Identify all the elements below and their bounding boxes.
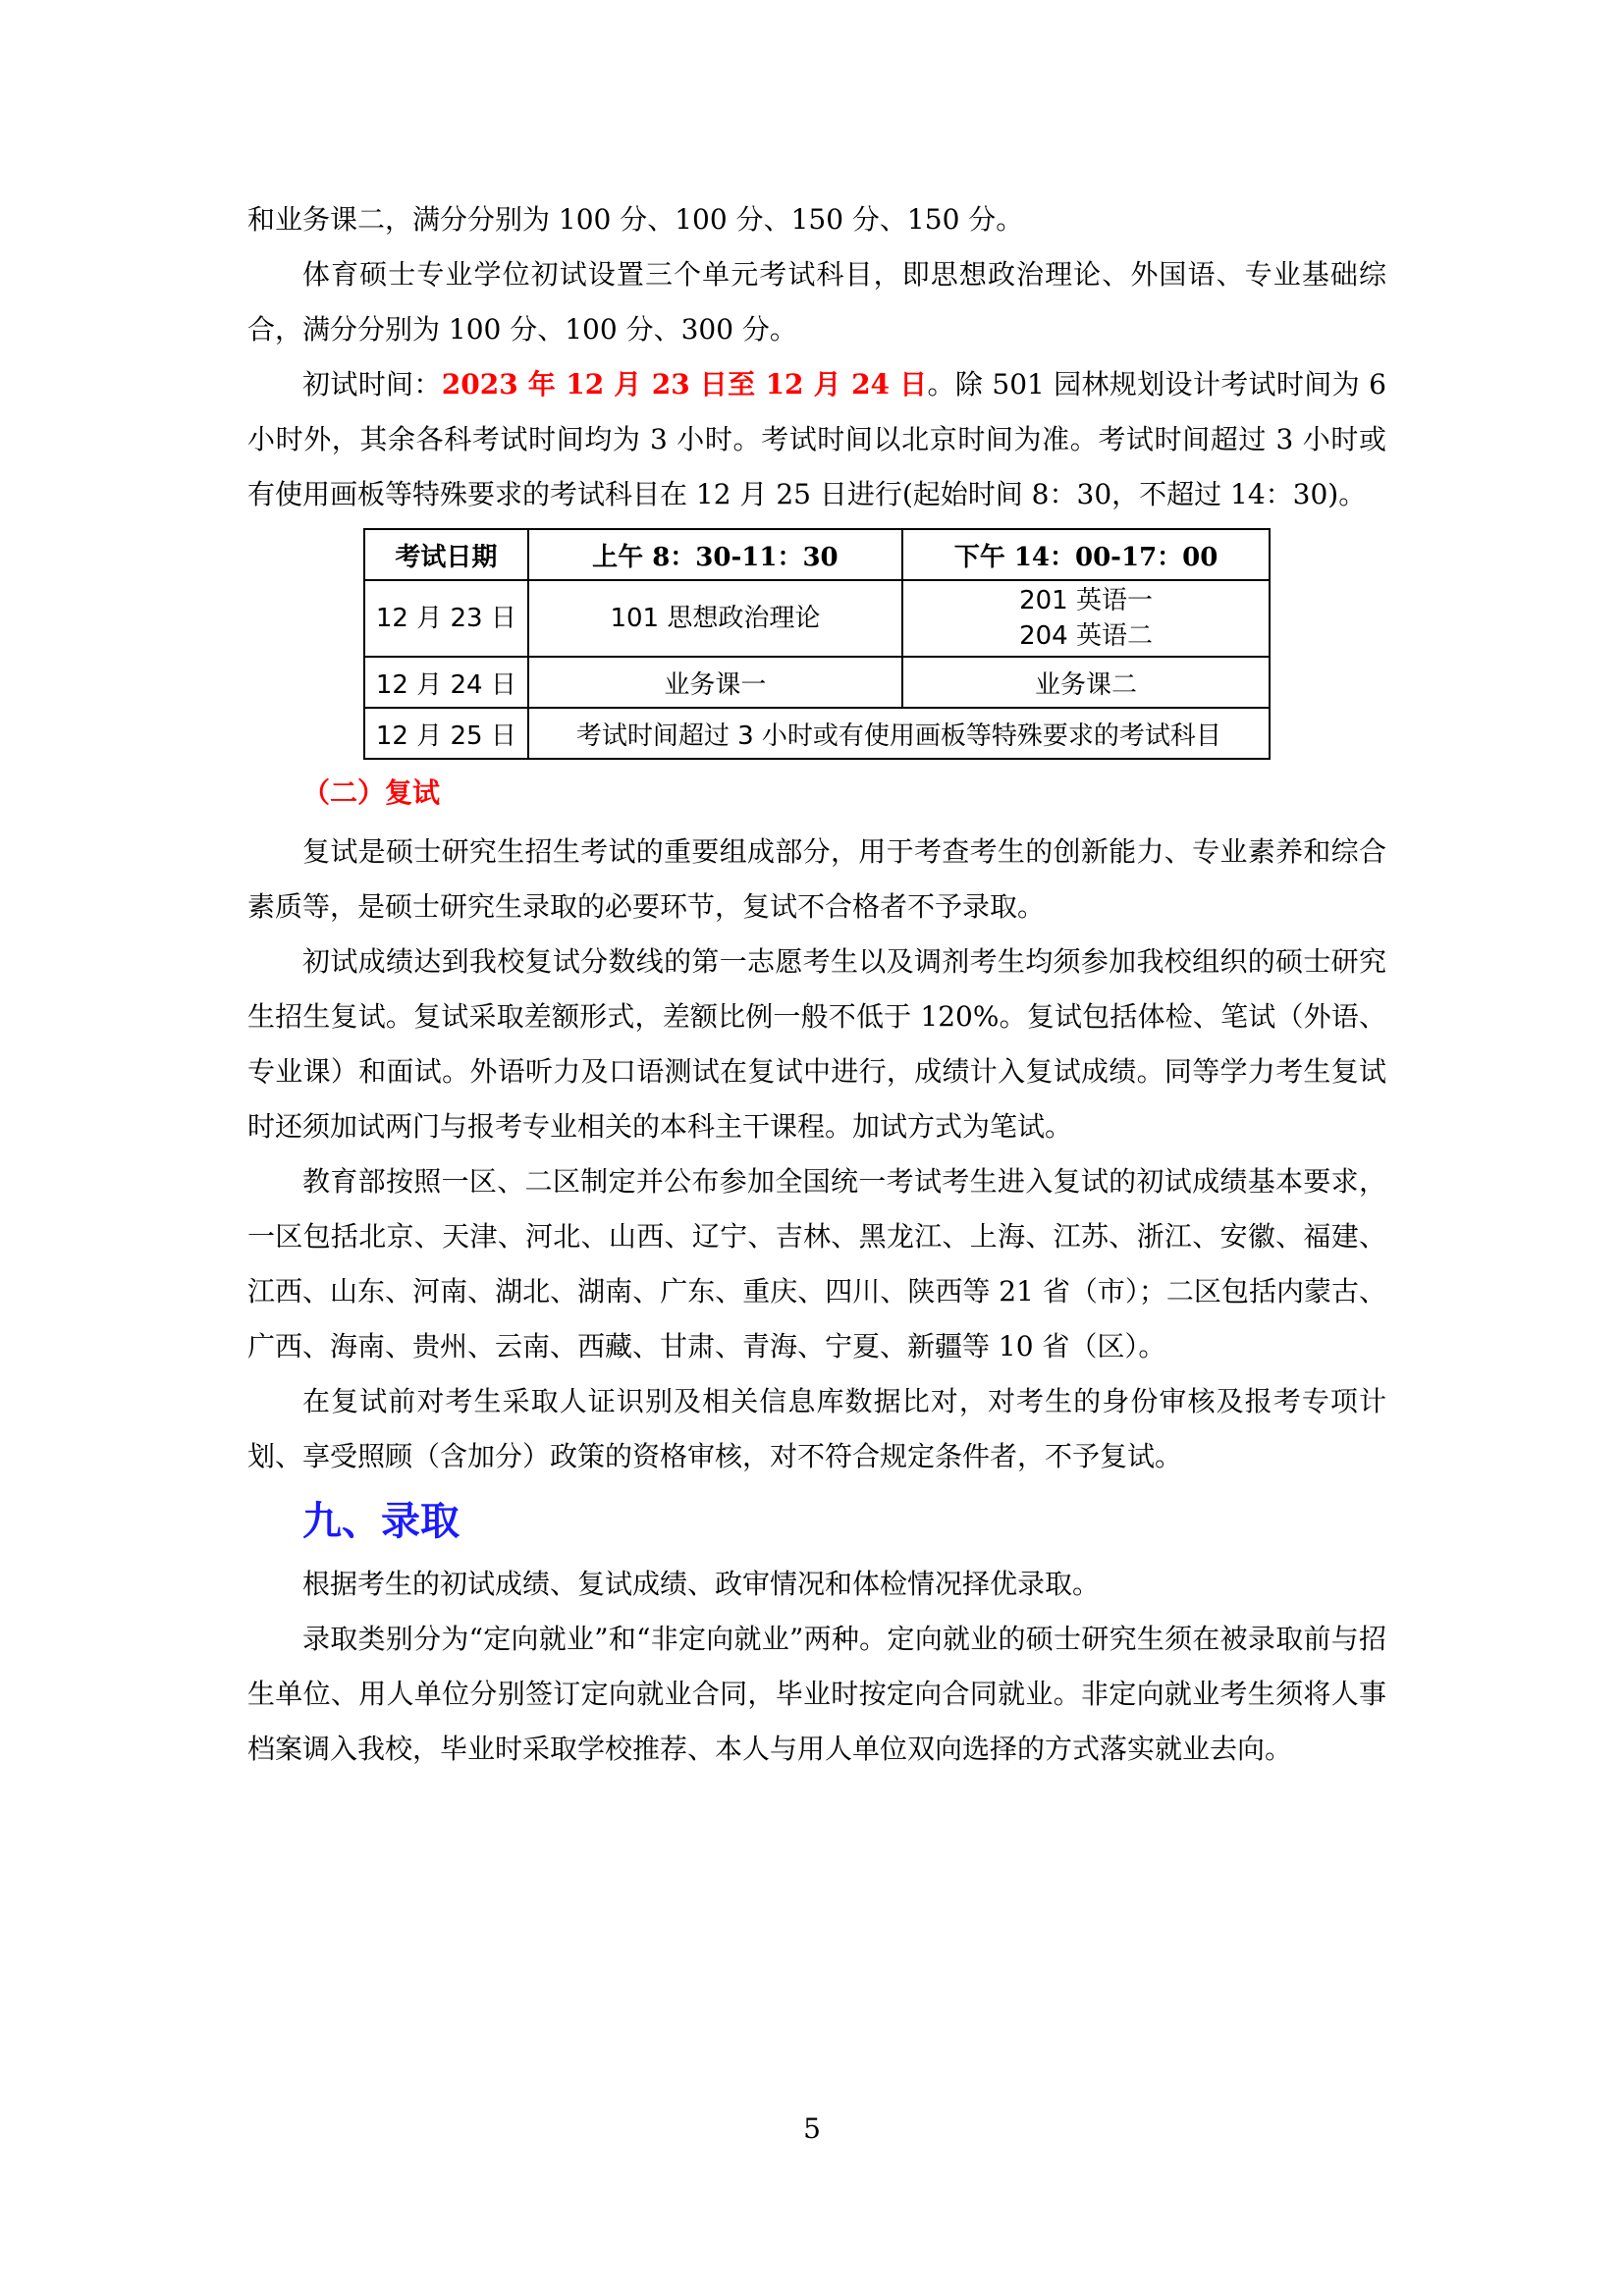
- header-date: 考试日期: [364, 529, 528, 580]
- cell-afternoon: 业务课二: [902, 657, 1270, 708]
- cell-morning: 101 思想政治理论: [528, 580, 902, 657]
- paragraph-identity-check: 在复试前对考生采取人证识别及相关信息库数据比对，对考生的身份审核及报考专项计划、享受照顾（含加分）政策的资格审核，对不符合规定条件者，不予复试。: [247, 1385, 1386, 1472]
- cell-afternoon-line: 204 英语二: [1019, 621, 1153, 651]
- cell-date: 12 月 24 日: [364, 657, 528, 708]
- table-row: [364, 708, 1270, 759]
- section-heading: 九、录取: [302, 1498, 460, 1544]
- exam-date-highlight: 2023 年 12 月 23 日至 12 月 24 日: [441, 368, 928, 400]
- cell-date: 12 月 25 日: [364, 708, 528, 759]
- paragraph-pe-master-subjects: 体育硕士专业学位初试设置三个单元考试科目，即思想政治理论、外国语、专业基础综合，满分分别为 100 分、100 分、300 分。: [247, 258, 1386, 346]
- paragraph-exam-time: [247, 357, 1386, 522]
- page-number: 5: [803, 2112, 821, 2145]
- paragraph-admission-types: 录取类别分为“定向就业”和“非定向就业”两种。定向就业的硕士研究生须在被录取前与招生单位、用人单位分别签订定向就业合同，毕业时按定向合同就业。非定向就业考生须将人事档案调入我校，毕业时采取学校推荐、本人与用人单位双向选择的方式落实就业去向。: [247, 1623, 1386, 1765]
- cell-afternoon-line: 201 英语一: [1019, 586, 1153, 615]
- cell-afternoon: [902, 580, 1270, 657]
- table-row: [364, 657, 1270, 708]
- cell-morning: 业务课一: [528, 657, 902, 708]
- exam-schedule-table: [363, 528, 1271, 760]
- paragraph-retest-purpose: 复试是硕士研究生招生考试的重要组成部分，用于考查考生的创新能力、专业素养和综合素质等，是硕士研究生录取的必要环节，复试不合格者不予录取。: [247, 835, 1386, 923]
- table-row: [364, 580, 1270, 657]
- paragraph-region-rules: 教育部按照一区、二区制定并公布参加全国统一考试考生进入复试的初试成绩基本要求，一区包括北京、天津、河北、山西、辽宁、吉林、黑龙江、上海、江苏、浙江、安徽、福建、江西、山东、河南、湖北、湖南、广东、重庆、四川、陕西等 21 省（市）；二区包括内蒙古、广西、海南、贵州、云南、西藏、甘肃、青海、宁夏、新疆等 10 省（区）。: [247, 1165, 1386, 1362]
- exam-time-label: 初试时间：: [302, 368, 442, 400]
- paragraph-retest-requirements: 初试成绩达到我校复试分数线的第一志愿考生以及调剂考生均须参加我校组织的硕士研究生招生复试。复试采取差额形式，差额比例一般不低于 120%。复试包括体检、笔试（外语、专业课）和面试。外语听力及口语测试在复试中进行，成绩计入复试成绩。同等学力考生复试时还须加试两门与报考专业相关的本科主干课程。加试方式为笔试。: [247, 945, 1386, 1143]
- header-afternoon: 下午 14：00-17：00: [902, 529, 1270, 580]
- subsection-heading: （二）复试: [302, 776, 441, 809]
- cell-date: 12 月 23 日: [364, 580, 528, 657]
- exam-time-details: 。除 501 园林规划设计考试时间为 6 小时外，其余各科考试时间均为 3 小时。考试时间以北京时间为准。考试时间超过 3 小时或有使用画板等特殊要求的考试科目在 12 月 25 日进行(起始时间 8：30，不超过 14：30)。: [247, 368, 1386, 510]
- table-header-row: [364, 529, 1270, 580]
- paragraph-score-continuation: 和业务课二，满分分别为 100 分、100 分、150 分、150 分。: [247, 203, 1024, 236]
- header-morning: 上午 8：30-11：30: [528, 529, 902, 580]
- cell-merged: 考试时间超过 3 小时或有使用画板等特殊要求的考试科目: [528, 708, 1270, 759]
- paragraph-admission-basis: 根据考生的初试成绩、复试成绩、政审情况和体检情况择优录取。: [302, 1568, 1101, 1600]
- document-page: [247, 192, 1386, 1777]
